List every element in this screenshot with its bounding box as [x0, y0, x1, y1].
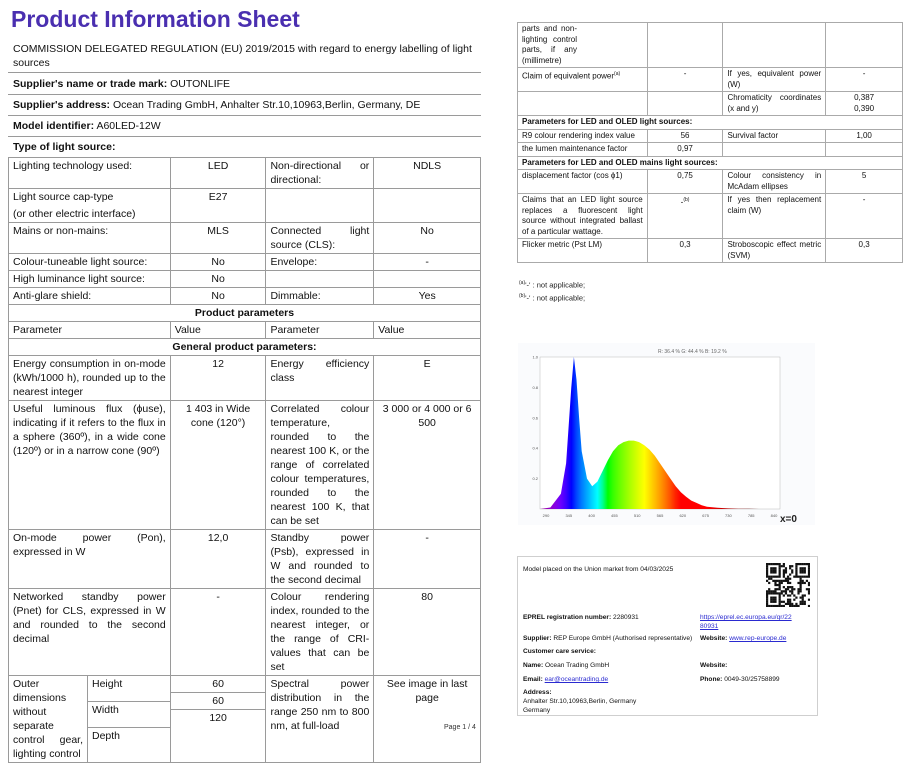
spectrum-chart-container — [518, 343, 815, 525]
x-tick-label: 785 — [747, 513, 755, 518]
eprel-label: EPREL registration number: — [523, 614, 612, 621]
replacement-claim-label: If yes then replacement claim (W) — [723, 194, 826, 239]
y-tick-label: 0.4 — [532, 445, 538, 451]
anti-glare-value: No — [170, 288, 266, 305]
mains-section-title: Parameters for LED and OLED mains light sources: — [518, 156, 903, 170]
page-title: Product Information Sheet — [11, 6, 300, 32]
x-tick-label: 455 — [611, 513, 618, 518]
eprel-row — [523, 613, 639, 622]
eprel-link[interactable] — [700, 613, 792, 631]
address-block — [523, 688, 636, 715]
high-luminance-label: High luminance light source: — [9, 271, 171, 288]
led-section-title: Parameters for LED and OLED light sources: — [518, 116, 903, 130]
continued-cell — [518, 23, 648, 68]
cri-value: 80 — [374, 589, 481, 676]
table-row — [9, 305, 481, 322]
col-value-header: Value — [374, 322, 481, 339]
table-row — [9, 589, 481, 676]
lighting-tech-label: Lighting technology used: — [9, 158, 171, 189]
cct-value: 3 000 or 4 000 or 6 500 — [374, 401, 481, 530]
stroboscopic-label: Stroboscopic effect metric (SVM) — [723, 239, 826, 263]
eprel-value: 2280931 — [613, 614, 639, 621]
energy-consumption-label: Energy consumption in on-mode (kWh/1000 h), rounded up to the nearest integer — [9, 356, 171, 401]
general-parameters-title: General product parameters: — [9, 339, 481, 356]
chromaticity-values — [826, 92, 903, 116]
width-label: Width — [88, 701, 170, 727]
email-row — [523, 675, 608, 684]
fluorescent-claim-value: - — [680, 197, 684, 207]
table-row — [518, 143, 903, 157]
type-label: Type of light source: — [13, 141, 116, 153]
cap-type-label — [9, 189, 171, 223]
col-param-header: Parameter — [9, 322, 171, 339]
note-marker: (b) — [683, 197, 690, 203]
tuneable-value: No — [170, 254, 266, 271]
standby-power-label: Standby power (Psb), expressed in W and rounded to the second decimal — [266, 530, 374, 589]
led-parameters-table — [517, 22, 903, 263]
energy-consumption-value: 12 — [170, 356, 266, 401]
tuneable-label: Colour-tuneable light source: — [9, 254, 171, 271]
name-row — [523, 661, 609, 670]
table-row — [9, 401, 481, 530]
website-label: Website: — [700, 635, 728, 642]
eprel-link-line1[interactable]: https://eprel.ec.europa.eu/qr/22 — [700, 614, 792, 621]
efficiency-class-label: Energy efficiency class — [266, 356, 374, 401]
supplier-value: OUTONLIFE — [170, 78, 231, 90]
qr-code-icon — [766, 563, 810, 607]
flicker-value: 0,3 — [647, 239, 723, 263]
cap-type-label-line2: (or other electric interface) — [13, 208, 136, 220]
footnote-marker: (a) — [519, 280, 526, 286]
supplier-label: Supplier's name or trade mark: — [13, 78, 168, 90]
y-tick-label: 0.6 — [532, 415, 538, 421]
table-row — [9, 158, 481, 189]
table-row — [9, 339, 481, 356]
r9-value: 56 — [647, 129, 723, 143]
dimmable-value: Yes — [374, 288, 481, 305]
table-row — [9, 530, 481, 589]
regulation-text: COMMISSION DELEGATED REGULATION (EU) 2019/2015 with regard to energy labelling of light sources — [13, 43, 472, 69]
model-label: Model identifier: — [13, 120, 95, 132]
mains-value: MLS — [170, 223, 266, 254]
col-param-header: Parameter — [266, 322, 374, 339]
spd-label: Spectral power distribution in the range 250 nm to 800 nm, at full-load — [266, 676, 374, 763]
phone-row — [700, 675, 780, 684]
website2-row — [700, 661, 727, 670]
address-label: Address: — [523, 689, 552, 696]
cap-type-value: E27 — [170, 189, 266, 223]
height-value: 60 — [171, 676, 266, 693]
divider — [8, 94, 481, 95]
x-tick-label: 345 — [565, 513, 573, 518]
table-row — [9, 189, 481, 223]
spd-value: See image in last page — [374, 676, 481, 763]
high-luminance-value: No — [170, 271, 266, 288]
on-mode-power-value: 12,0 — [170, 530, 266, 589]
lumen-maintenance-label: the lumen maintenance factor — [518, 143, 648, 157]
anti-glare-label: Anti-glare shield: — [9, 288, 171, 305]
cct-label: Correlated colour temperature, rounded to the nearest 100 K, or the range of correlated colour temperatures, rounded to the nearest 100 K, that can be set — [266, 401, 374, 530]
networked-standby-value: - — [170, 589, 266, 676]
page-number: Page 1 / 4 — [444, 724, 476, 731]
empty-cell — [647, 23, 723, 68]
empty-cell — [374, 271, 481, 288]
table-row — [9, 322, 481, 339]
x-tick-label: 565 — [656, 513, 664, 518]
survival-label: Survival factor — [723, 129, 826, 143]
divider — [8, 72, 481, 73]
x-tick-label: 290 — [542, 513, 550, 518]
address-value: Ocean Trading GmbH, Anhalter Str.10,10963,Berlin, Germany, DE — [112, 99, 421, 111]
networked-standby-label: Networked standby power (Pnet) for CLS, expressed in W and rounded to the second decimal — [9, 589, 171, 676]
phone-value: 0049-30/25758899 — [724, 676, 780, 683]
footnote-marker: (b) — [519, 293, 526, 299]
supplier-row — [13, 77, 230, 91]
chart-watermark: x=0 — [780, 514, 797, 525]
equivalent-power-value: - — [647, 68, 723, 92]
model-value: A60LED-12W — [96, 120, 161, 132]
chromaticity-label: Chromaticity coordinates (x and y) — [723, 92, 826, 116]
empty-cell — [374, 189, 481, 223]
name-value: Ocean Trading GmbH — [545, 662, 610, 669]
light-source-table — [8, 157, 481, 763]
table-row — [518, 68, 903, 92]
directional-label: Non-directional or directional: — [266, 158, 374, 189]
supplier-value: REP Europe GmbH (Authorised representative) — [553, 635, 693, 642]
website-link[interactable]: www.rep-europe.de — [729, 635, 787, 642]
luminous-flux-value: 1 403 in Wide cone (120°) — [170, 401, 266, 530]
empty-cell — [826, 23, 903, 68]
colour-consistency-value: 5 — [826, 170, 903, 194]
continued-text: parts and non-lighting control parts, if any (millimetre) — [522, 24, 577, 65]
website-row — [700, 634, 786, 643]
stroboscopic-value: 0,3 — [826, 239, 903, 263]
y-tick-label: 0.8 — [532, 384, 538, 390]
care-label-text: Customer care service: — [523, 648, 596, 655]
x-tick-label: 400 — [588, 513, 595, 518]
cls-label: Connected light source (CLS): — [266, 223, 374, 254]
table-row — [9, 271, 481, 288]
efficiency-class-value: E — [374, 356, 481, 401]
table-row — [9, 356, 481, 401]
colour-consistency-label: Colour consistency in McAdam ellipses — [723, 170, 826, 194]
spectrum-chart — [518, 343, 815, 525]
divider — [8, 115, 481, 116]
dimensions-cell — [9, 676, 171, 763]
height-label: Height — [88, 676, 170, 701]
lighting-tech-value: LED — [170, 158, 266, 189]
table-row — [518, 129, 903, 143]
table-row — [518, 92, 903, 116]
envelope-label: Envelope: — [266, 254, 374, 271]
table-row — [518, 170, 903, 194]
product-parameters-title: Product parameters — [9, 305, 481, 322]
empty-cell — [826, 143, 903, 157]
table-row — [9, 676, 481, 763]
table-row — [9, 223, 481, 254]
email-link[interactable]: ear@oceantrading.de — [544, 676, 609, 683]
table-row — [518, 23, 903, 68]
replacement-claim-value: - — [826, 194, 903, 239]
chromaticity-x: 0,387 — [854, 93, 875, 102]
table-row — [518, 156, 903, 170]
table-row — [9, 288, 481, 305]
footnote-text: '-' : not applicable; — [525, 293, 586, 303]
col-value-header: Value — [170, 322, 266, 339]
empty-cell — [723, 143, 826, 157]
table-row — [518, 239, 903, 263]
note-marker: (a) — [614, 71, 621, 77]
directional-value: NDLS — [374, 158, 481, 189]
eprel-info-box — [517, 556, 818, 716]
equivalent-power-label-cell — [518, 68, 648, 92]
equivalent-yes-value: - — [826, 68, 903, 92]
displacement-label: displacement factor (cos ϕ1) — [518, 170, 648, 194]
standby-power-value: - — [374, 530, 481, 589]
dimensions-subtable — [9, 676, 170, 762]
phone-label: Phone: — [700, 676, 723, 683]
website2-label: Website: — [700, 662, 728, 669]
displacement-value: 0,75 — [647, 170, 723, 194]
footnote-b — [519, 293, 585, 303]
x-tick-label: 510 — [633, 513, 641, 518]
mains-label: Mains or non-mains: — [9, 223, 171, 254]
table-row — [9, 254, 481, 271]
table-row — [518, 194, 903, 239]
cri-label: Colour rendering index, rounded to the nearest integer, or the range of CRI-values that can be set — [266, 589, 374, 676]
cap-type-label-line1: Light source cap-type — [13, 191, 114, 203]
email-label: Email: — [523, 676, 543, 683]
chromaticity-y: 0,390 — [854, 103, 875, 113]
placed-on-market: Model placed on the Union market from 04/03/2025 — [523, 566, 674, 573]
address-line1: Anhalter Str.10,10963,Berlin, Germany — [523, 698, 637, 705]
luminous-flux-label: Useful luminous flux (ϕuse), indicating if it refers to the flux in a sphere (360º), in a wide cone (120º) or in a narrow cone (90º) — [9, 401, 171, 530]
empty-cell — [266, 189, 374, 223]
width-value: 60 — [171, 693, 266, 710]
divider — [8, 136, 481, 137]
model-row — [13, 119, 161, 133]
lumen-maintenance-value: 0,97 — [647, 143, 723, 157]
x-tick-label: 620 — [679, 513, 687, 518]
depth-value: 120 — [209, 712, 227, 724]
empty-cell — [266, 271, 374, 288]
flicker-label: Flicker metric (Pst LM) — [518, 239, 648, 263]
table-row — [518, 116, 903, 130]
equivalent-yes-label: If yes, equivalent power (W) — [723, 68, 826, 92]
address-line2: Germany — [523, 707, 551, 714]
x-tick-label: 730 — [725, 513, 732, 518]
cls-value: No — [374, 223, 481, 254]
care-label — [523, 647, 596, 656]
fluorescent-claim-label: Claims that an LED light source replaces a fluorescent light source without integrated ballast of a particular wattage. — [518, 194, 648, 239]
supplier-row — [523, 634, 692, 643]
address-label: Supplier's address: — [13, 99, 111, 111]
chart-readout: R: 36.4 % G: 44.4 % B: 19.2 % — [658, 349, 727, 355]
dimmable-label: Dimmable: — [266, 288, 374, 305]
on-mode-power-label: On-mode power (Pon), expressed in W — [9, 530, 171, 589]
fluorescent-claim-value-cell — [647, 194, 723, 239]
x-tick-label: 675 — [702, 513, 709, 518]
footnote-a — [519, 280, 585, 290]
address-row — [13, 98, 420, 112]
supplier-label: Supplier: — [523, 635, 552, 642]
equivalent-power-label: Claim of equivalent power — [522, 71, 615, 81]
name-label: Name: — [523, 662, 544, 669]
y-tick-label: 1.0 — [532, 354, 538, 360]
dimensions-values-cell — [170, 676, 266, 763]
depth-label: Depth — [92, 730, 121, 742]
dimensions-label: Outer dimensions without separate control gear, lighting control — [9, 676, 88, 762]
r9-label: R9 colour rendering index value — [518, 129, 648, 143]
x-tick-label: 840 — [770, 513, 778, 518]
empty-cell — [723, 23, 826, 68]
envelope-value: - — [374, 254, 481, 271]
empty-cell — [518, 92, 648, 116]
y-tick-label: 0.2 — [532, 476, 538, 482]
eprel-link-line2[interactable]: 80931 — [700, 623, 719, 630]
survival-value: 1,00 — [826, 129, 903, 143]
footnote-text: '-' : not applicable; — [525, 280, 586, 290]
empty-cell — [647, 92, 723, 116]
